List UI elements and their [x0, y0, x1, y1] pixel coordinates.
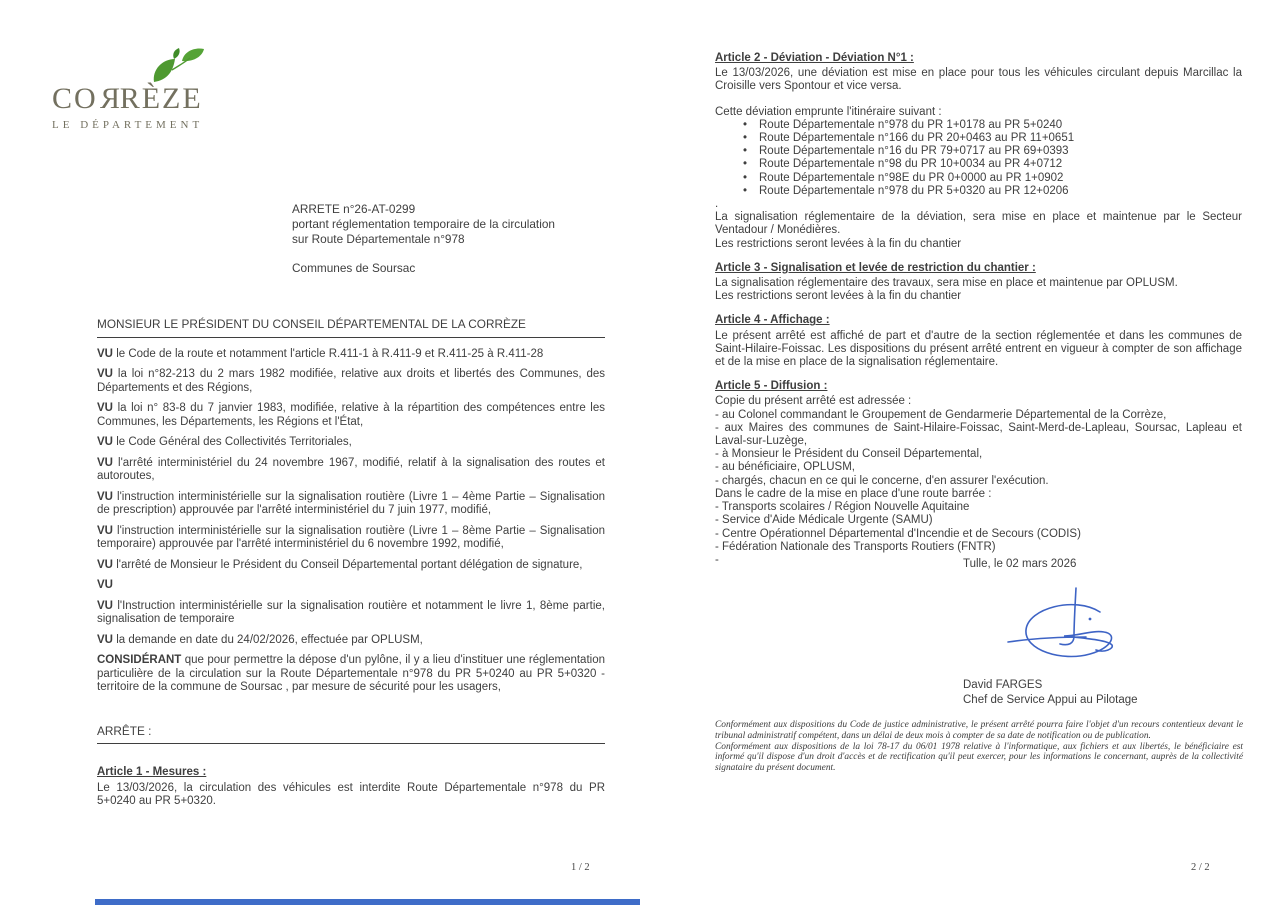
mirrored-r-letter: R [97, 82, 120, 115]
bottom-blue-bar [95, 899, 640, 905]
bullet-marker: • [743, 145, 748, 158]
consideration-label: VU [97, 633, 113, 646]
consideration-item [97, 491, 605, 518]
arrete-heading: ARRÊTE : [97, 725, 605, 745]
diffusion-recipient: - Service d'Aide Médicale Urgente (SAMU) [715, 514, 933, 527]
arrete-number: ARRETE n°26-AT-0299 [292, 202, 416, 216]
consideration-item [97, 457, 605, 484]
consideration-text: le Code de la route et notamment l'article R.411-1 à R.411-9 et R.411-25 à R.411-28 [116, 347, 544, 360]
article-5-intro: Copie du présent arrêté est adressée : [715, 395, 912, 408]
route-item: • Route Départementale n°166 du PR 20+0463 au PR 11+0651 [743, 132, 1075, 145]
arrete-subject-line1: portant réglementation temporaire de la circulation [292, 217, 555, 231]
consideration-item [97, 634, 605, 648]
article-4-body: Le présent arrêté est affiché de part et d'autre de la section réglementée et dans les communes de Saint-Hilaire-Foissac. Les dispositions du présent arrêté entrent en vigueur à compter de son affichage et de la mise en place de la signalisation réglementaire. [715, 329, 1242, 369]
consideration-item [97, 654, 605, 695]
deviation-signage: La signalisation réglementaire de la déviation, sera mise en place et maintenue par le Secteur Ventadour / Monédières. [715, 211, 1242, 237]
consideration-item [97, 402, 605, 429]
article-1-body: Le 13/03/2026, la circulation des véhicules est interdite Route Départementale n°978 du PR 5+0240 au PR 5+0320. [97, 781, 605, 807]
logo-subtitle: LE DÉPARTEMENT [52, 119, 204, 131]
consideration-label: VU [97, 436, 113, 448]
consideration-label: VU [97, 599, 113, 612]
diffusion-recipient: - Centre Opérationnel Départemental d'Incendie et de Secours (CODIS) [715, 527, 1081, 540]
consideration-label: CONSIDÉRANT [97, 654, 182, 666]
legal-notice-paragraph: Conformément aux dispositions de la loi 78-17 du 06/01 1978 relative à l'informatique, aux fichiers et aux libertés, le bénéficiaire est informé qu'il dispose d'un droit d'accès et de rectification qu'il peut exercer, pour les informations le concernant, auprès de la collectivité signataire du présent document. [715, 741, 1243, 774]
consideration-label: VU [97, 490, 113, 503]
consideration-label: VU [97, 456, 113, 469]
route-item: • Route Départementale n°98 du PR 10+0034 au PR 4+0712 [743, 158, 1063, 171]
consideration-label: VU [97, 558, 113, 571]
signer-role: Chef de Service Appui au Pilotage [963, 693, 1138, 706]
route-intro: Cette déviation emprunte l'itinéraire suivant : [715, 105, 942, 118]
communes-line: Communes de Soursac [292, 261, 416, 275]
logo-title: CORRÈZE [52, 82, 203, 115]
diffusion-recipient: - au bénéficiaire, OPLUSM, [715, 461, 855, 474]
consideration-label: VU [97, 368, 113, 380]
bullet-marker: • [743, 158, 748, 171]
diffusion-recipients-list [715, 409, 1242, 567]
leaves-icon [142, 46, 214, 91]
article-3-title: Article 3 - Signalisation et levée de restriction du chantier : [715, 261, 1036, 274]
diffusion-recipient: - chargés, chacun en ce qui le concerne, d'en assurer l'exécution. [715, 474, 1049, 487]
consideration-item [97, 525, 605, 552]
signer-block [963, 678, 1138, 707]
article-3-body2: Les restrictions seront levées à la fin du chantier [715, 290, 962, 303]
page1-content [97, 318, 605, 809]
handwritten-signature [1000, 584, 1140, 679]
arrete-subject-line2: sur Route Départementale n°978 [292, 232, 465, 246]
consideration-text: l'instruction interministérielle sur la signalisation routière (Livre 1 – 8ème Partie – Signalisation temporaire) approuvée par l'arrêté interministériel du 6 novembre 1992, modifié, [97, 524, 605, 550]
dot-line: . [715, 198, 719, 211]
consideration-item [97, 436, 605, 450]
consideration-label: VU [97, 524, 113, 537]
signer-name: David FARGES [963, 679, 1043, 691]
addressee-heading: MONSIEUR LE PRÉSIDENT DU CONSEIL DÉPARTEMENTAL DE LA CORRÈZE [97, 318, 605, 338]
consideration-text: la loi n° 83-8 du 7 janvier 1983, modifiée, relative à la répartition des compétences entre les Communes, les Départements, les Régions et l'État, [97, 402, 605, 428]
considerations-list [97, 348, 605, 695]
article-3-body1: La signalisation réglementaire des travaux, sera mise en place et maintenue par OPLUSM. [715, 277, 1178, 290]
article-2-title: Article 2 - Déviation - Déviation N°1 : [715, 52, 914, 64]
consideration-item [97, 579, 605, 593]
article-5-title: Article 5 - Diffusion : [715, 380, 828, 393]
diffusion-recipient: - Transports scolaires / Région Nouvelle Aquitaine [715, 501, 970, 514]
bullet-marker: • [743, 132, 748, 145]
consideration-item [97, 348, 605, 362]
page-1-number: 1 / 2 [571, 862, 590, 873]
page2-content [715, 52, 1242, 567]
bullet-marker: • [743, 184, 748, 197]
consideration-label: VU [97, 579, 113, 591]
consideration-text: l'arrêté interministériel du 24 novembre 1967, modifié, relatif à la signalisation des routes et autoroutes, [97, 456, 606, 482]
diffusion-recipient: - à Monsieur le Président du Conseil Départemental, [715, 448, 983, 461]
place-and-date: Tulle, le 02 mars 2026 [963, 558, 1077, 570]
arrete-reference-block [292, 202, 555, 276]
diffusion-recipient: - au Colonel commandant le Groupement de Gendarmerie Départemental de la Corrèze, [715, 408, 1167, 421]
route-item: • Route Départementale n°16 du PR 79+0717 au PR 69+0393 [743, 145, 1069, 158]
correze-logo [52, 46, 242, 131]
consideration-text: que pour permettre la dépose d'un pylône, il y a lieu d'instituer une réglementation particulière de la circulation sur la Route Départementale n°978 du PR 5+0240 au PR 5+0320 - territoire de la commune de Soursac , par mesure de sécurité pour les usagers, [97, 654, 605, 693]
route-item: • Route Départementale n°978 du PR 1+0178 au PR 5+0240 [743, 118, 1063, 131]
diffusion-recipient: - Fédération Nationale des Transports Routiers (FNTR) [715, 540, 996, 553]
consideration-text: la loi n°82-213 du 2 mars 1982 modifiée, relative aux droits et libertés des Communes, des Départements et des Régions, [97, 368, 605, 394]
consideration-text: le Code Général des Collectivités Territoriales, [116, 436, 352, 448]
page-2-number: 2 / 2 [1191, 862, 1210, 873]
diffusion-recipient: Dans le cadre de la mise en place d'une route barrée : [715, 487, 992, 500]
consideration-text: l'instruction interministérielle sur la signalisation routière (Livre 1 – 4ème Partie – Signalisation de prescription) approuvée par l'arrêté interministériel du 7 juin 1977, modifié, [97, 490, 605, 516]
consideration-text: l'Instruction interministérielle sur la signalisation routière et notamment le livre 1, 8ème partie, signalisation de temporaire [97, 599, 605, 625]
article-4-title: Article 4 - Affichage : [715, 314, 830, 327]
consideration-text: la demande en date du 24/02/2026, effectuée par OPLUSM, [116, 633, 423, 646]
consideration-item [97, 559, 605, 573]
diffusion-recipient: - [715, 553, 719, 566]
consideration-item [97, 368, 605, 395]
route-item: • Route Départementale n°978 du PR 5+0320 au PR 12+0206 [743, 184, 1069, 197]
route-item: • Route Départementale n°98E du PR 0+0000 au PR 1+0902 [743, 171, 1064, 184]
legal-notice [715, 720, 1243, 774]
bullet-marker: • [743, 171, 748, 184]
deviation-restrictions: Les restrictions seront levées à la fin du chantier [715, 237, 962, 250]
consideration-label: VU [97, 402, 113, 414]
article-1 [97, 766, 605, 809]
consideration-item [97, 600, 605, 627]
deviation-route-list [743, 119, 1242, 198]
consideration-label: VU [97, 347, 113, 360]
article-1-title: Article 1 - Mesures : [97, 766, 207, 778]
consideration-text: l'arrêté de Monsieur le Président du Conseil Départemental portant délégation de signature, [116, 558, 583, 571]
diffusion-recipient: - aux Maires des communes de Saint-Hilaire-Foissac, Saint-Merd-de-Lapleau, Soursac, Lapleau et Laval-sur-Luzège, [715, 421, 1242, 448]
article-2-intro: Le 13/03/2026, une déviation est mise en place pour tous les véhicules circulant depuis Marcillac la Croisille vers Spontour et vice versa. [715, 67, 1242, 93]
legal-notice-paragraph: Conformément aux dispositions du Code de justice administrative, le présent arrêté pourra faire l'objet d'un recours contentieux devant le tribunal administratif compétent, dans un délai de deux mois à compter de sa date de notification ou de publication. [715, 720, 1243, 741]
bullet-marker: • [743, 118, 748, 131]
